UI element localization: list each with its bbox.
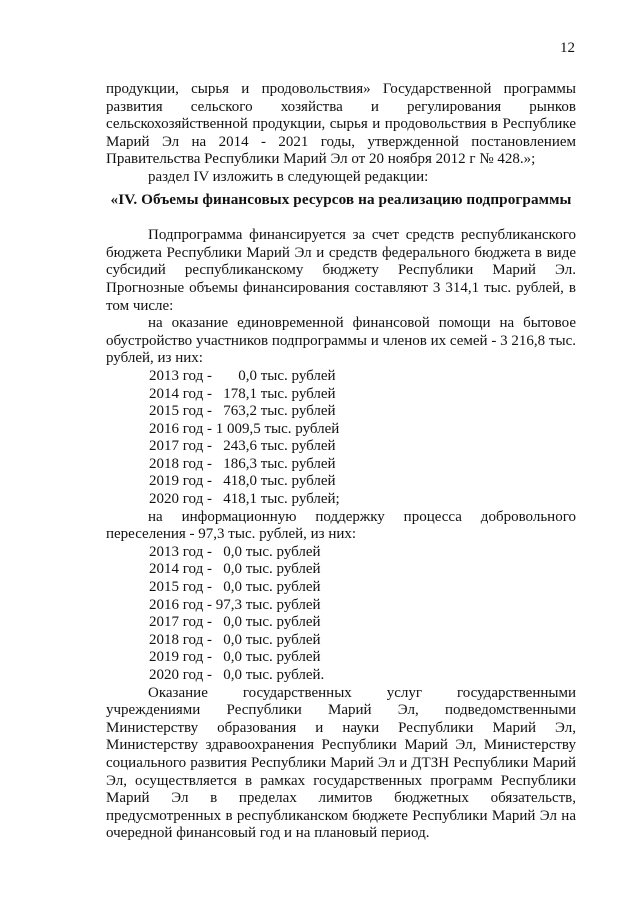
year-amount: 2017 год - 0,0 тыс. рублей <box>149 614 321 631</box>
year-amount: 2015 год - 0,0 тыс. рублей <box>149 579 321 596</box>
year-amount: 2020 год - 418,1 тыс. рублей; <box>149 491 340 508</box>
section-instruction: раздел IV изложить в следующей редакции: <box>148 168 429 185</box>
year-amount: 2018 год - 0,0 тыс. рублей <box>149 631 321 648</box>
info-support-text: на информационную поддержку процесса добровольного переселения - 97,3 тыс. рублей, из них: <box>106 508 576 543</box>
financing-paragraph: Подпрограмма финансируется за счет средств республиканского бюджета Республики Марий Эл и средств федерального бюджета в виде субсидий республиканскому бюджету Республики Марий Эл. Прогнозные объемы финансирования составляют 3 314,1 тыс. рублей, в том числе: <box>106 227 576 314</box>
page-number: 12 <box>560 40 575 56</box>
year-amount: 2013 год - 0,0 тыс. рублей <box>149 543 321 560</box>
one-time-assistance-years <box>149 368 576 509</box>
year-amount: 2017 год - 243,6 тыс. рублей <box>149 438 336 455</box>
intro-line: развития сельского хозяйства и регулирования рынков <box>106 98 576 115</box>
info-support-years <box>149 544 576 685</box>
year-amount: 2020 год - 0,0 тыс. рублей. <box>149 667 325 683</box>
closing-paragraph: Оказание государственных услуг государственными учреждениями Республики Марий Эл, подведомственными Министерству образования и науки Республики Марий Эл, Министерству здравоохранения Республики Марий Эл, Министерству социального развития Республики Марий Эл и ДТЗН Республики Марий Эл, осуществляется в рамках государственных программ Республики Марий Эл в пределах лимитов бюджетных обязательств, предусмотренных в республиканском бюджете Республики Марий Эл на очередной финансовый год и на плановый период. <box>106 684 576 842</box>
section-heading: «IV. Объемы финансовых ресурсов на реализацию подпрограммы <box>110 190 572 208</box>
intro-line: сельскохозяйственной продукции, сырья и продовольствия в Республике <box>106 116 576 133</box>
intro-line: Марий Эл на 2014 - 2021 годы, утвержденной постановлением <box>106 133 576 150</box>
year-amount: 2016 год - 97,3 тыс. рублей <box>149 596 321 613</box>
year-amount: 2015 год - 763,2 тыс. рублей <box>149 403 336 420</box>
year-amount: 2018 год - 186,3 тыс. рублей <box>149 455 336 472</box>
one-time-assistance-text: на оказание единовременной финансовой помощи на бытовое обустройство участников подпрограммы и членов их семей - 3 216,8 тыс. рублей, из них: <box>106 315 576 367</box>
intro-line: продукции, сырья и продовольствия» Государственной программы <box>106 81 576 97</box>
document-body <box>106 81 576 843</box>
intro-line: Правительства Республики Марий Эл от 20 ноября 2012 г № 428.»; <box>106 151 536 168</box>
year-amount: 2019 год - 418,0 тыс. рублей <box>149 473 336 490</box>
spacer <box>106 208 576 227</box>
year-amount: 2014 год - 178,1 тыс. рублей <box>149 385 336 402</box>
year-amount: 2016 год - 1 009,5 тыс. рублей <box>149 420 340 437</box>
year-amount: 2013 год - 0,0 тыс. рублей <box>149 367 336 384</box>
year-amount: 2019 год - 0,0 тыс. рублей <box>149 649 321 666</box>
year-amount: 2014 год - 0,0 тыс. рублей <box>149 561 321 578</box>
